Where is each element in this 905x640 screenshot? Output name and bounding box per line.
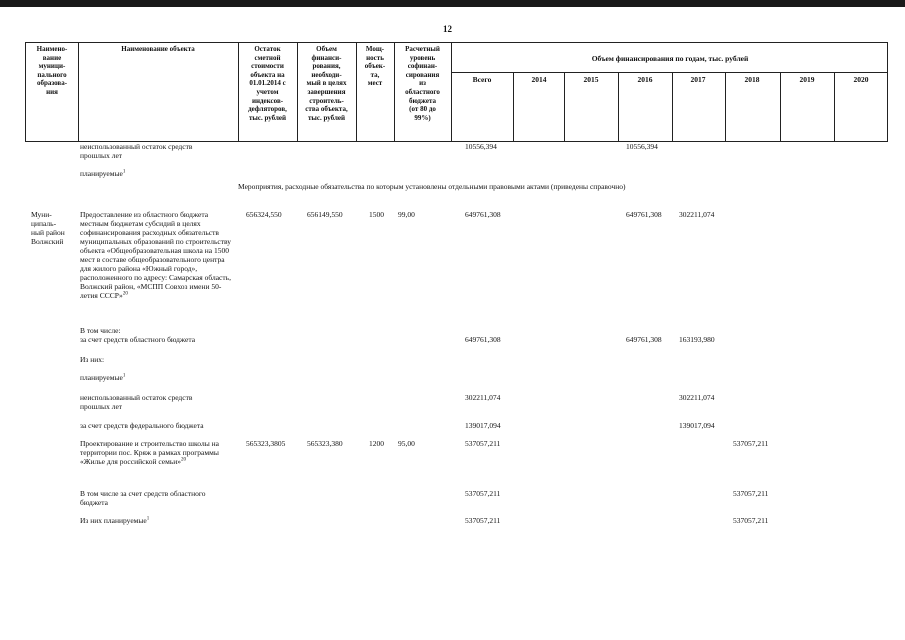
object2-total: 537057,211 xyxy=(465,439,501,448)
header-year-2019: 2019 xyxy=(799,75,815,84)
object1-regional-label: за счет средств областного бюджета xyxy=(80,335,196,344)
unused-remainder-label: неиспользованный остаток средств прошлых лет xyxy=(80,142,193,160)
object2-planned-text: Из них планируемые xyxy=(80,516,147,525)
section-title: Мероприятия, расходные обязательства по которым установлены отдельными правовыми актами (приведены справочно) xyxy=(238,182,626,191)
footnote-mark: 1 xyxy=(122,169,126,175)
object2-planned-total: 537057,211 xyxy=(465,516,501,525)
object1-financing-volume: 656149,550 xyxy=(307,210,343,219)
object2-regional-2018: 537057,211 xyxy=(733,489,769,498)
header-financing-volume: Объем финанси- рования, необходи- мый в целях завершения строитель- ства объекта, тыс. рублей xyxy=(305,45,348,122)
object2-planned-label xyxy=(80,516,149,525)
object1-2017: 302211,074 xyxy=(679,210,715,219)
header-object: Наименование объекта xyxy=(121,45,195,53)
unused-remainder-2016: 10556,394 xyxy=(626,142,658,151)
header-year-2014: 2014 xyxy=(531,75,547,84)
municipality-name: Муни- ципаль- ный район Волжский xyxy=(31,210,65,246)
object1-remaining-cost: 656324,550 xyxy=(246,210,282,219)
object1-cofinancing: 99,00 xyxy=(398,210,415,219)
object2-capacity: 1200 xyxy=(369,439,384,448)
object1-unused-label: неиспользованный остаток средств прошлых лет xyxy=(80,393,193,411)
object2-regional-label: В том числе за счет средств областного бюджета xyxy=(80,489,206,507)
object1-regional-2017: 163193,980 xyxy=(679,335,715,344)
footnote-mark: 1 xyxy=(146,516,150,522)
header-cofinancing: Расчетный уровень софинан- сирования из областного бюджета (от 80 до 99%) xyxy=(405,45,440,122)
object1-name-text: Предоставление из областного бюджета местным бюджетам субсидий в целях софинансирования расходных обязательств муниципальных образований по строительству объекта «Общеобразовательная школа на 1500 мест в составе общеобразовательного центра для жилого района «Южный город», расположенного по адресу: Самарская область, Волжский район, «МСПП Совхоз имени 50-летия СССР» xyxy=(80,210,232,300)
header-municipality: Наимено- вание муници- пального образова- ния xyxy=(36,45,68,96)
object2-cofinancing: 95,00 xyxy=(398,439,415,448)
planned-label xyxy=(80,169,125,178)
header-funding-by-years: Объем финансирования по годам, тыс. рублей xyxy=(591,54,749,63)
unused-remainder-total: 10556,394 xyxy=(465,142,497,151)
footnote-mark: 20 xyxy=(122,291,128,297)
header-year-2020: 2020 xyxy=(853,75,869,84)
object1-regional-total: 649761,308 xyxy=(465,335,501,344)
object1-planned-text: планируемые xyxy=(80,373,123,382)
object1-regional-2016: 649761,308 xyxy=(626,335,662,344)
header-year-2016: 2016 xyxy=(637,75,653,84)
header-year-2017: 2017 xyxy=(690,75,706,84)
object2-regional-total: 537057,211 xyxy=(465,489,501,498)
object1-federal-total: 139017,094 xyxy=(465,421,501,430)
col-divider xyxy=(78,43,79,141)
object2-name-text: Проектирование и строительство школы на территории пос. Кряж в рамках программы «Жилье для российской семьи» xyxy=(80,439,219,466)
row-divider xyxy=(451,72,887,73)
object1-planned-label xyxy=(80,373,125,382)
header-capacity: Мощ- ность объек- та, мест xyxy=(364,45,386,88)
object1-name xyxy=(80,210,236,300)
object1-2016: 649761,308 xyxy=(626,210,662,219)
object1-of-them-label: Из них: xyxy=(80,355,105,364)
header-year-total: Всего xyxy=(472,75,492,84)
object1-unused-total: 302211,074 xyxy=(465,393,501,402)
page-number: 12 xyxy=(443,24,452,34)
object1-including-label: В том числе: xyxy=(80,326,121,335)
table-header xyxy=(25,42,888,142)
object1-federal-2017: 139017,094 xyxy=(679,421,715,430)
object2-remaining-cost: 565323,3805 xyxy=(246,439,286,448)
footnote-mark: 1 xyxy=(122,373,126,379)
header-year-2015: 2015 xyxy=(583,75,599,84)
object2-planned-2018: 537057,211 xyxy=(733,516,769,525)
object2-financing-volume: 565323,380 xyxy=(307,439,343,448)
object1-unused-2017: 302211,074 xyxy=(679,393,715,402)
planned-text: планируемые xyxy=(80,169,123,178)
header-remaining-cost: Остаток сметной стоимости объекта на 01.01.2014 с учетом индексов- дефляторов, тыс. рублей xyxy=(248,45,287,122)
object2-name xyxy=(80,439,220,466)
object1-federal-label: за счет средств федерального бюджета xyxy=(80,421,204,430)
scan-top-border xyxy=(0,0,905,7)
object2-2018: 537057,211 xyxy=(733,439,769,448)
footnote-mark: 20 xyxy=(181,457,187,463)
header-year-2018: 2018 xyxy=(744,75,760,84)
object1-total: 649761,308 xyxy=(465,210,501,219)
object1-capacity: 1500 xyxy=(369,210,384,219)
